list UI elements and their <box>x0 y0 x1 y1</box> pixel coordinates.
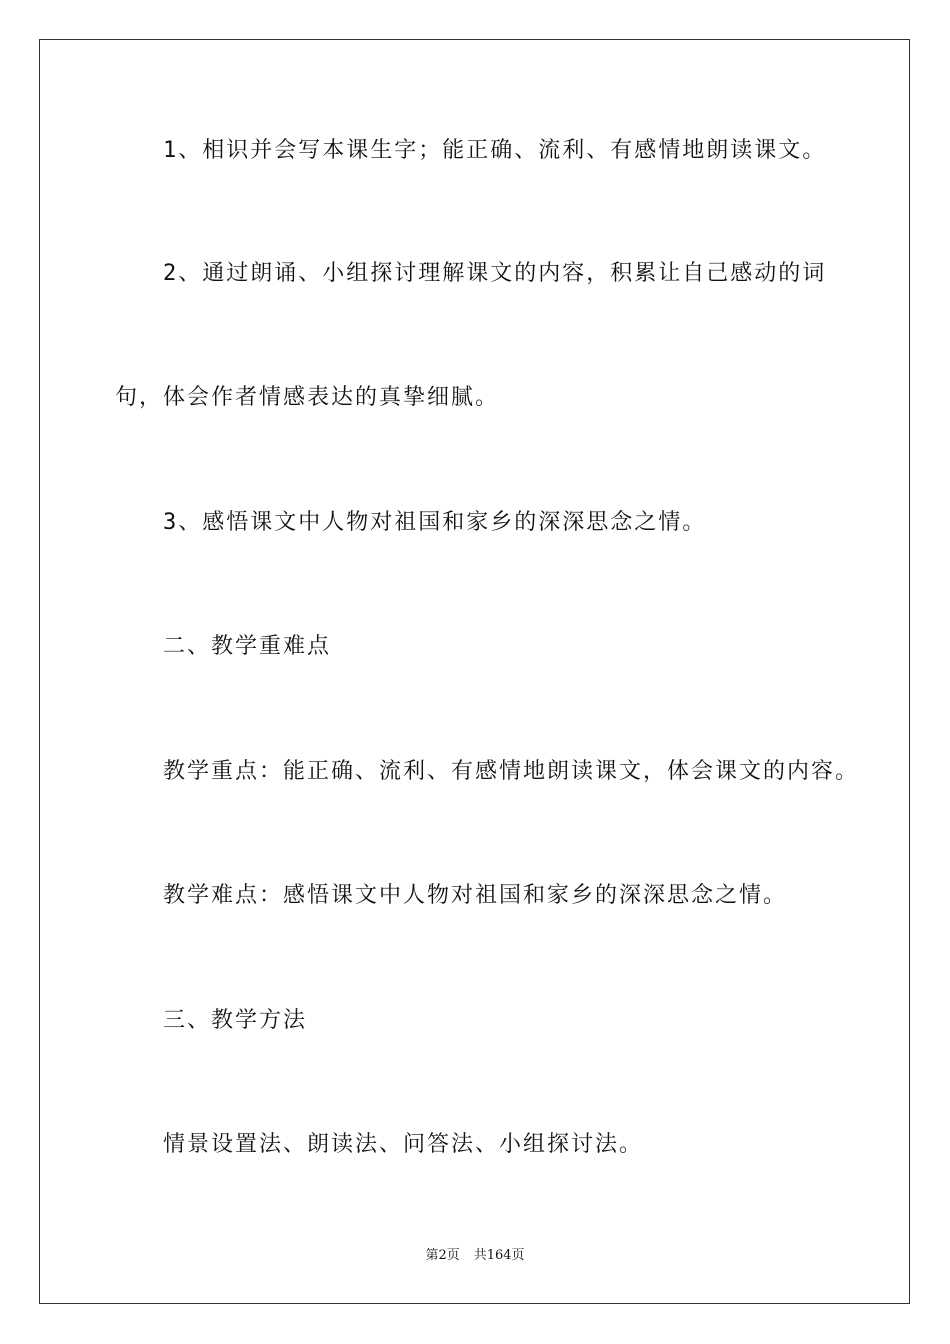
objective-2-line-1: 2、通过朗诵、小组探讨理解课文的内容，积累让自己感动的词 <box>163 261 827 286</box>
objective-1: 1、相识并会写本课生字；能正确、流利、有感情地朗读课文。 <box>163 138 827 163</box>
total-pages: 共164页 <box>473 1248 525 1263</box>
teaching-methods: 情景设置法、朗读法、问答法、小组探讨法。 <box>163 1132 644 1157</box>
page-number: 第2页 <box>425 1248 460 1263</box>
objective-3: 3、感悟课文中人物对祖国和家乡的深深思念之情。 <box>163 510 707 535</box>
section-heading-methods: 三、教学方法 <box>163 1008 308 1033</box>
difficult-point: 教学难点：感悟课文中人物对祖国和家乡的深深思念之情。 <box>163 883 788 908</box>
key-point: 教学重点：能正确、流利、有感情地朗读课文，体会课文的内容。 <box>163 759 860 784</box>
objective-2-line-2: 句，体会作者情感表达的真挚细腻。 <box>115 385 500 410</box>
page-footer <box>0 1247 950 1265</box>
page-border <box>39 39 910 1304</box>
section-heading-key-points: 二、教学重难点 <box>163 634 332 659</box>
